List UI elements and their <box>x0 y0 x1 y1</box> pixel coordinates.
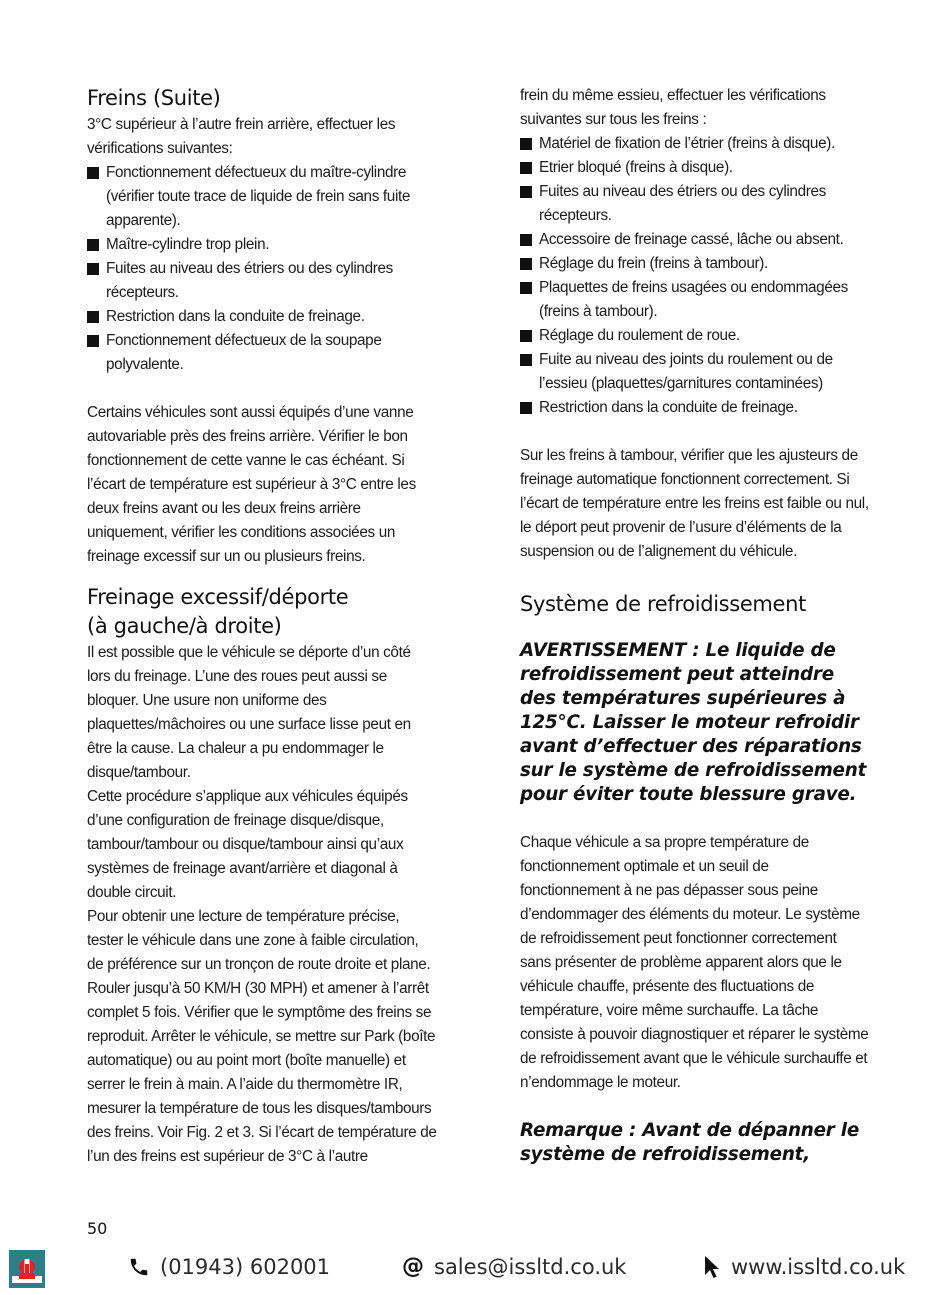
heading-line: (à gauche/à droite) <box>87 614 282 638</box>
list-item: Matériel de fixation de l’étrier (freins à disque). <box>520 132 870 156</box>
list-item: Restriction dans la conduite de freinage. <box>87 305 437 329</box>
phone-icon <box>128 1256 150 1278</box>
warning-text: AVERTISSEMENT : Le liquide de refroidissement peut atteindre des températures supérieures à 125°C. Laisser le moteur refroidir avant d’effectuer des réparations sur le système de refroidissement pour éviter toute blessure grave. <box>520 640 867 805</box>
remark-text: Remarque : Avant de dépanner le système de refroidissement, <box>520 1120 860 1165</box>
footer <box>0 1248 950 1295</box>
cursor-icon <box>703 1255 721 1279</box>
website-url: www.issltd.co.uk <box>731 1255 906 1279</box>
heading-systeme-refroidissement: Système de refroidissement <box>520 592 806 616</box>
issltd-logo <box>9 1250 45 1288</box>
right-column <box>520 84 870 1167</box>
checklist-1 <box>87 161 437 377</box>
list-item: Fuite au niveau des joints du roulement ou de l’essieu (plaquettes/garnitures contaminées) <box>520 348 870 396</box>
paragraph: Sur les freins à tambour, vérifier que les ajusteurs de freinage automatique fonctionnent correctement. Si l’écart de température entre les freins est faible ou nul, le déport peut provenir de l’usure d’éléments de la suspension ou de l’alignement du véhicule. <box>520 447 869 560</box>
list-item: Réglage du roulement de roue. <box>520 324 870 348</box>
list-item: Plaquettes de freins usagées ou endommagées (freins à tambour). <box>520 276 870 324</box>
left-column <box>87 84 437 1169</box>
intro-text: frein du même essieu, effectuer les vérifications suivantes sur tous les freins : <box>520 87 826 128</box>
paragraph: Chaque véhicule a sa propre température de fonctionnement optimale et un seuil de fonctionnement à ne pas dépasser sous peine d’endommager des éléments du moteur. Le système de refroidissement peut fonctionner correctement sans présenter de problème apparent alors que le véhicule chauffe, présente des fluctuations de température, voire même surchauffe. La tâche consiste à pouvoir diagnostiquer et réparer le système de refroidissement avant que le véhicule surchauffe et n’endommage le moteur. <box>520 834 869 1091</box>
heading-freins-suite: Freins (Suite) <box>87 86 221 110</box>
intro-text: 3°C supérieur à l’autre frein arrière, effectuer les vérifications suivantes: <box>87 116 396 157</box>
list-item: Fuites au niveau des étriers ou des cylindres récepteurs. <box>87 257 437 305</box>
heading-line: Freinage excessif/déporte <box>87 585 349 609</box>
heading-freinage-excessif <box>87 583 437 641</box>
at-icon: @ <box>402 1254 424 1279</box>
paragraph: Cette procédure s’applique aux véhicules équipés d’une configuration de freinage disque/disque, tambour/tambour ou disque/tambour ainsi qu’aux systèmes de freinage avant/arrière et diagonal à double circuit. <box>87 788 408 901</box>
list-item: Réglage du frein (freins à tambour). <box>520 252 870 276</box>
footer-phone[interactable] <box>128 1255 330 1279</box>
phone-number: (01943) 602001 <box>160 1255 331 1279</box>
list-item: Accessoire de freinage cassé, lâche ou absent. <box>520 228 870 252</box>
footer-email[interactable] <box>402 1255 626 1279</box>
checklist-2 <box>520 132 870 420</box>
list-item: Maître-cylindre trop plein. <box>87 233 437 257</box>
email-address: sales@issltd.co.uk <box>434 1255 627 1279</box>
list-item: Fuites au niveau des étriers ou des cylindres récepteurs. <box>520 180 870 228</box>
footer-website[interactable] <box>703 1255 905 1279</box>
page-number: 50 <box>87 1219 108 1238</box>
list-item: Fonctionnement défectueux du maître-cylindre (vérifier toute trace de liquide de frein sans fuite apparente). <box>87 161 437 233</box>
list-item: Fonctionnement défectueux de la soupape polyvalente. <box>87 329 437 377</box>
paragraph: Certains véhicules sont aussi équipés d’une vanne autovariable près des freins arrière. Vérifier le bon fonctionnement de cette vanne le cas échéant. Si l’écart de température est supérieur à 3°C entre les deux freins avant ou les deux freins arrière uniquement, vérifier les conditions associées un freinage excessif sur un ou plusieurs freins. <box>87 404 416 565</box>
list-item: Restriction dans la conduite de freinage. <box>520 396 870 420</box>
paragraph: Il est possible que le véhicule se déporte d’un côté lors du freinage. L’une des roues peut aussi se bloquer. Une usure non uniforme des plaquettes/mâchoires ou une surface lisse peut en être la cause. La chaleur a pu endommager le disque/tambour. <box>87 644 411 781</box>
paragraph: Pour obtenir une lecture de température précise, tester le véhicule dans une zone à faible circulation, de préférence sur un tronçon de route droite et plane. Rouler jusqu’à 50 KM/H (30 MPH) et amener à l’arrêt complet 5 fois. Vérifier que le symptôme des freins se reproduit. Arrêter le véhicule, se mettre sur Park (boîte automatique) ou au point mort (boîte manuelle) et serrer le frein à main. A l’aide du thermomètre IR, mesurer la température de tous les disques/tambours des freins. Voir Fig. 2 et 3. Si l’écart de température de l’un des freins est supérieur de 3°C à l’autre <box>87 908 437 1165</box>
list-item: Etrier bloqué (freins à disque). <box>520 156 870 180</box>
